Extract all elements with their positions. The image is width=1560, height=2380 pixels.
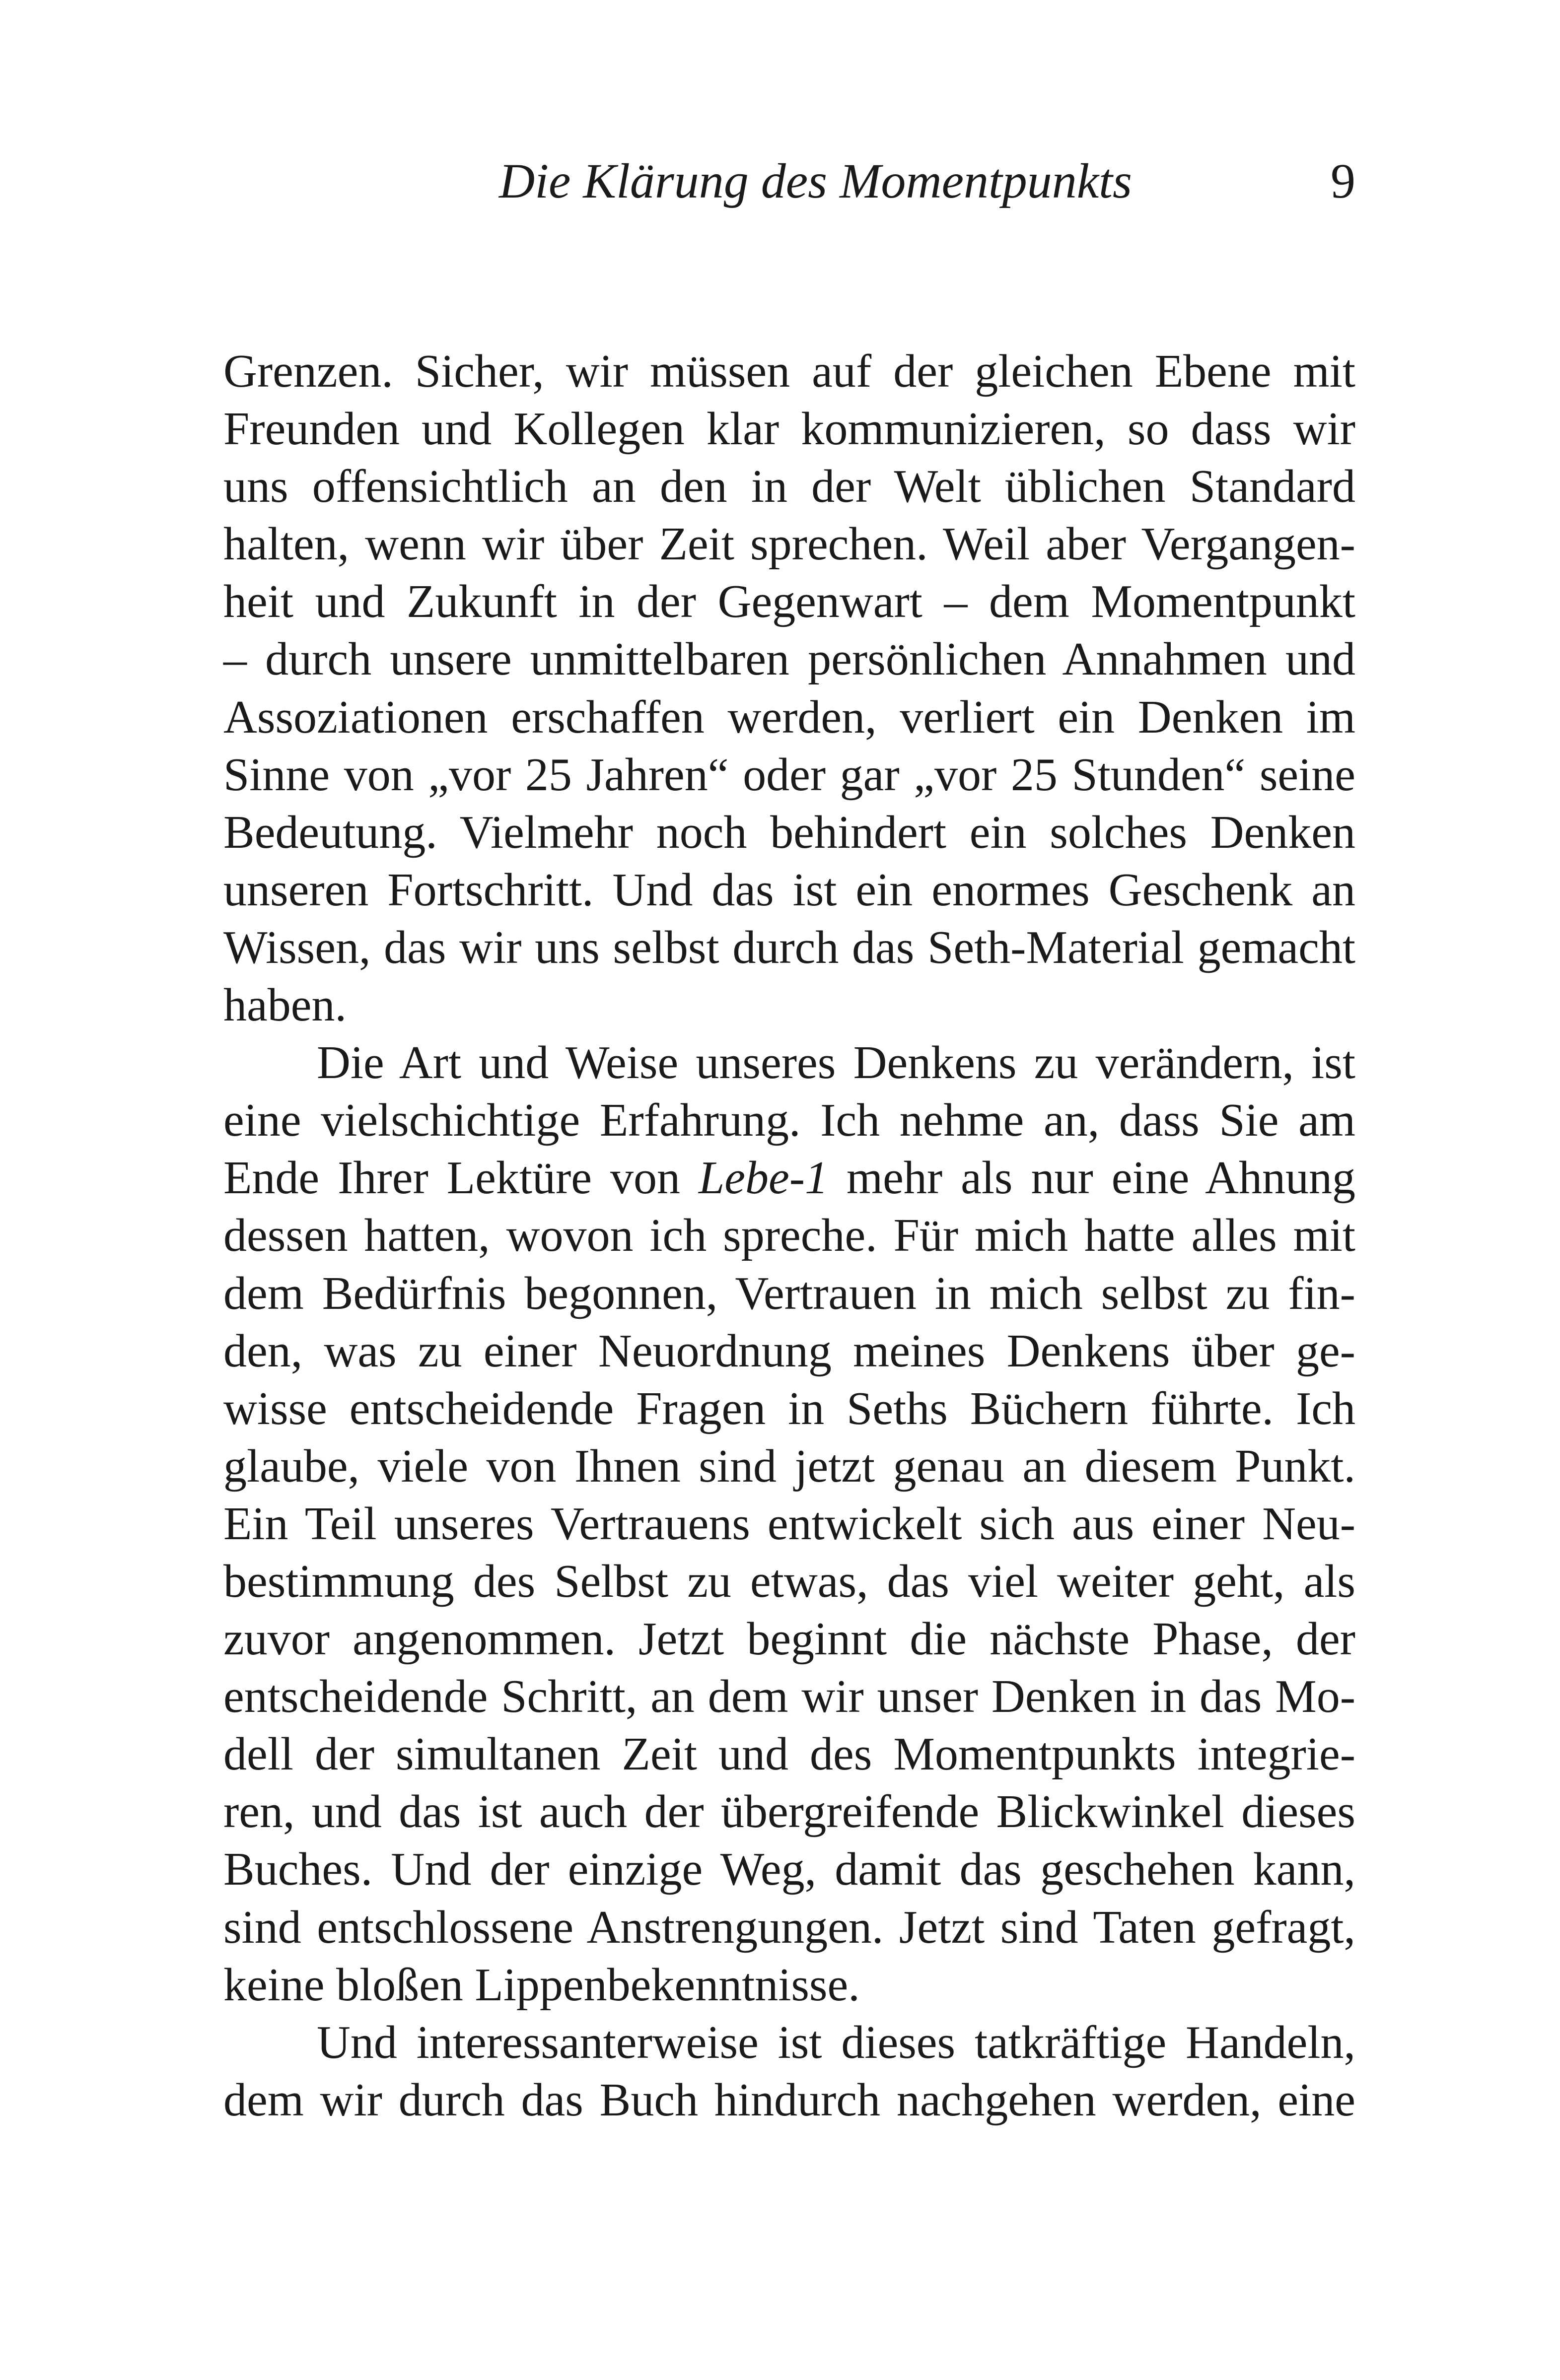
text-line: den, was zu einer Neuordnung meines Denkens über ge- [223, 1325, 1355, 1377]
text-line: eine vielschichtige Erfahrung. Ich nehme an, dass Sie am [223, 1094, 1355, 1147]
text-line: haben. [223, 979, 347, 1031]
text-line: Ein Teil unseres Vertrauens entwickelt sich aus einer Neu- [223, 1497, 1355, 1550]
text-line: Sinne von „vor 25 Jahren“ oder gar „vor 25 Stunden“ seine [223, 748, 1355, 801]
text-line: wisse entscheidende Fragen in Seths Büchern führte. Ich [223, 1382, 1355, 1434]
text-line: Wissen, das wir uns selbst durch das Seth-Material gemacht [223, 921, 1355, 973]
text-line: uns offensichtlich an den in der Welt üblichen Standard [223, 461, 1355, 513]
text-line: halten, wenn wir über Zeit sprechen. Weil aber Vergangen- [223, 518, 1355, 570]
text-line: dem wir durch das Buch hindurch nachgehen werden, eine [223, 2074, 1355, 2126]
text-line: – durch unsere unmittelbaren persönlichen Annahmen und [223, 633, 1355, 685]
text-line: sind entschlossene Anstrengungen. Jetzt sind Taten gefragt, [223, 1901, 1355, 1953]
text-line: ren, und das ist auch der übergreifende Blickwinkel dieses [223, 1786, 1355, 1838]
text-line: Assoziationen erschaffen werden, verliert ein Denken im [223, 691, 1355, 743]
running-header [0, 149, 1560, 213]
text-line: Grenzen. Sicher, wir müssen auf der gleichen Ebene mit [223, 345, 1355, 397]
text-run: Ende Ihrer Lektüre von [223, 1152, 699, 1204]
book-title-italic: Lebe-1 [698, 1152, 828, 1204]
text-line: dessen hatten, wovon ich spreche. Für mich hatte alles mit [223, 1210, 1355, 1262]
body-text [223, 342, 1355, 2129]
text-line: heit und Zukunft in der Gegenwart – dem Momentpunkt [223, 576, 1355, 628]
text-line: zuvor angenommen. Jetzt beginnt die nächste Phase, der [223, 1613, 1355, 1665]
text-line: unseren Fortschritt. Und das ist ein enormes Geschenk an [223, 864, 1355, 916]
text-line: Und interessanterweise ist dieses tatkräftige Handeln, [317, 2016, 1355, 2068]
page-number: 9 [1331, 153, 1355, 208]
text-line: bestimmung des Selbst zu etwas, das viel weiter geht, als [223, 1555, 1355, 1607]
text-line: dem Bedürfnis begonnen, Vertrauen in mich selbst zu fin- [223, 1267, 1355, 1319]
text-line: Die Art und Weise unseres Denkens zu verändern, ist [317, 1037, 1355, 1089]
text-line: glaube, viele von Ihnen sind jetzt genau an diesem Punkt. [223, 1440, 1355, 1492]
text-line: entscheidende Schritt, an dem wir unser Denken in das Mo- [223, 1671, 1355, 1723]
running-title: Die Klärung des Momentpunkts [499, 153, 1132, 208]
text-line: dell der simultanen Zeit und des Momentpunkts integrie- [223, 1728, 1355, 1780]
text-run: mehr als nur eine Ahnung [828, 1152, 1355, 1204]
text-line: Bedeutung. Vielmehr noch behindert ein solches Denken [223, 806, 1355, 858]
text-line: keine bloßen Lippenbekenntnisse. [223, 1959, 860, 2011]
text-line: Buches. Und der einzige Weg, damit das geschehen kann, [223, 1843, 1355, 1896]
text-line: Freunden und Kollegen klar kommunizieren, so dass wir [223, 403, 1355, 455]
text-line [223, 1149, 1355, 1207]
